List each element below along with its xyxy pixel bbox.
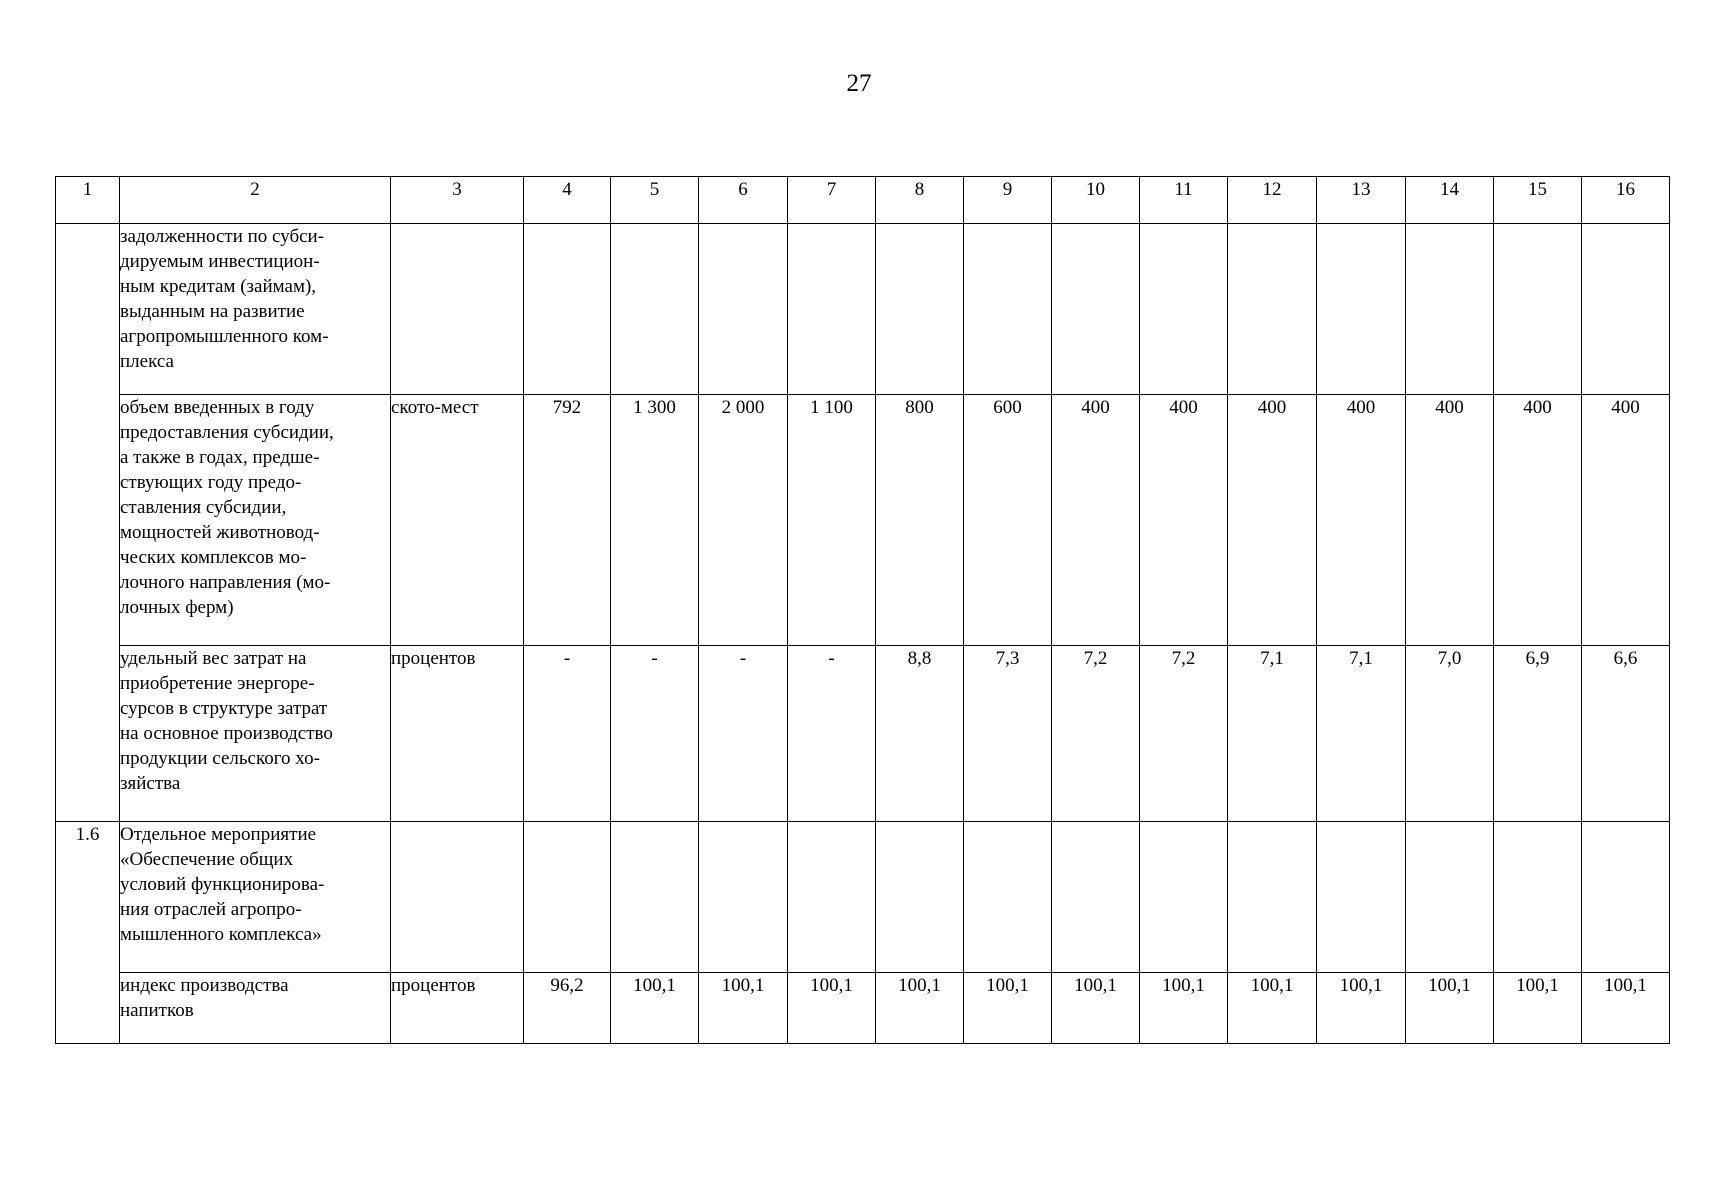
- value-cell: [1140, 822, 1228, 973]
- table-row: [56, 646, 1670, 822]
- value-cell: [524, 224, 611, 395]
- table-row: [56, 973, 1670, 1044]
- value-cell: 100,1: [1317, 973, 1406, 1044]
- value-cell: [788, 822, 876, 973]
- value-cell: 100,1: [611, 973, 699, 1044]
- table-row: [56, 224, 1670, 395]
- value-cell: [1052, 822, 1140, 973]
- value-cell: [1494, 224, 1582, 395]
- header-row: [56, 177, 1670, 224]
- indicator-description-cell: объем введенных в году предоставления субсидии, а также в годах, предше- ствующих году предо- ставления субсидии, мощностей животновод- ческих комплексов мо- лочного направления (мо- лочных ферм): [120, 395, 391, 646]
- value-cell: 6,9: [1494, 646, 1582, 822]
- value-cell: 400: [1317, 395, 1406, 646]
- row-number-cell: 1.6: [56, 822, 120, 1044]
- header-cell: 5: [611, 177, 699, 224]
- value-cell: 7,2: [1052, 646, 1140, 822]
- indicator-description-cell: удельный вес затрат на приобретение энергоре- сурсов в структуре затрат на основное производство продукции сельского хо- зяйства: [120, 646, 391, 822]
- value-cell: 400: [1228, 395, 1317, 646]
- value-cell: 100,1: [1582, 973, 1670, 1044]
- value-cell: [611, 822, 699, 973]
- value-cell: 400: [1052, 395, 1140, 646]
- header-cell: 10: [1052, 177, 1140, 224]
- value-cell: [699, 224, 788, 395]
- value-cell: 100,1: [1140, 973, 1228, 1044]
- header-cell: 6: [699, 177, 788, 224]
- indicator-description-cell: индекс производства напитков: [120, 973, 391, 1044]
- table-row: [56, 395, 1670, 646]
- page-number: 27: [846, 70, 872, 97]
- value-cell: [788, 224, 876, 395]
- value-cell: [964, 224, 1052, 395]
- header-cell: 1: [56, 177, 120, 224]
- value-cell: [699, 822, 788, 973]
- value-cell: [876, 822, 964, 973]
- value-cell: 100,1: [1406, 973, 1494, 1044]
- value-cell: [1140, 224, 1228, 395]
- value-cell: 7,3: [964, 646, 1052, 822]
- value-cell: 7,1: [1317, 646, 1406, 822]
- value-cell: 400: [1406, 395, 1494, 646]
- header-cell: 8: [876, 177, 964, 224]
- value-cell: -: [788, 646, 876, 822]
- value-cell: 400: [1140, 395, 1228, 646]
- header-cell: 16: [1582, 177, 1670, 224]
- value-cell: 1 100: [788, 395, 876, 646]
- value-cell: [611, 224, 699, 395]
- value-cell: 6,6: [1582, 646, 1670, 822]
- header-cell: 15: [1494, 177, 1582, 224]
- value-cell: 100,1: [1052, 973, 1140, 1044]
- value-cell: 100,1: [699, 973, 788, 1044]
- value-cell: [1406, 224, 1494, 395]
- unit-cell: процентов: [391, 646, 524, 822]
- header-cell: 14: [1406, 177, 1494, 224]
- value-cell: 100,1: [1494, 973, 1582, 1044]
- table-row: [56, 822, 1670, 973]
- header-cell: 7: [788, 177, 876, 224]
- value-cell: 800: [876, 395, 964, 646]
- value-cell: 8,8: [876, 646, 964, 822]
- value-cell: [1582, 822, 1670, 973]
- value-cell: [964, 822, 1052, 973]
- value-cell: [1494, 822, 1582, 973]
- value-cell: 100,1: [964, 973, 1052, 1044]
- value-cell: -: [611, 646, 699, 822]
- unit-cell: ското-мест: [391, 395, 524, 646]
- unit-cell: процентов: [391, 973, 524, 1044]
- header-cell: 13: [1317, 177, 1406, 224]
- value-cell: 600: [964, 395, 1052, 646]
- value-cell: 2 000: [699, 395, 788, 646]
- header-cell: 11: [1140, 177, 1228, 224]
- row-number-cell: [56, 224, 120, 822]
- indicators-table: [55, 176, 1670, 1044]
- header-cell: 3: [391, 177, 524, 224]
- unit-cell: [391, 224, 524, 395]
- header-cell: 2: [120, 177, 391, 224]
- value-cell: 7,2: [1140, 646, 1228, 822]
- value-cell: 100,1: [1228, 973, 1317, 1044]
- value-cell: 7,1: [1228, 646, 1317, 822]
- value-cell: 7,0: [1406, 646, 1494, 822]
- value-cell: 400: [1494, 395, 1582, 646]
- value-cell: [1317, 224, 1406, 395]
- header-cell: 9: [964, 177, 1052, 224]
- value-cell: [1406, 822, 1494, 973]
- header-cell: 12: [1228, 177, 1317, 224]
- value-cell: [1317, 822, 1406, 973]
- value-cell: 100,1: [876, 973, 964, 1044]
- header-cell: 4: [524, 177, 611, 224]
- value-cell: [524, 822, 611, 973]
- value-cell: -: [524, 646, 611, 822]
- value-cell: [1052, 224, 1140, 395]
- value-cell: [1582, 224, 1670, 395]
- value-cell: 400: [1582, 395, 1670, 646]
- indicator-description-cell: Отдельное мероприятие «Обеспечение общих условий функционирова- ния отраслей агропро- мышленного комплекса»: [120, 822, 391, 973]
- value-cell: [1228, 224, 1317, 395]
- value-cell: 792: [524, 395, 611, 646]
- indicator-description-cell: задолженности по субси- дируемым инвестицион- ным кредитам (займам), выданным на развитие агропромышленного ком- плекса: [120, 224, 391, 395]
- value-cell: 100,1: [788, 973, 876, 1044]
- unit-cell: [391, 822, 524, 973]
- value-cell: 1 300: [611, 395, 699, 646]
- value-cell: [876, 224, 964, 395]
- value-cell: [1228, 822, 1317, 973]
- value-cell: -: [699, 646, 788, 822]
- value-cell: 96,2: [524, 973, 611, 1044]
